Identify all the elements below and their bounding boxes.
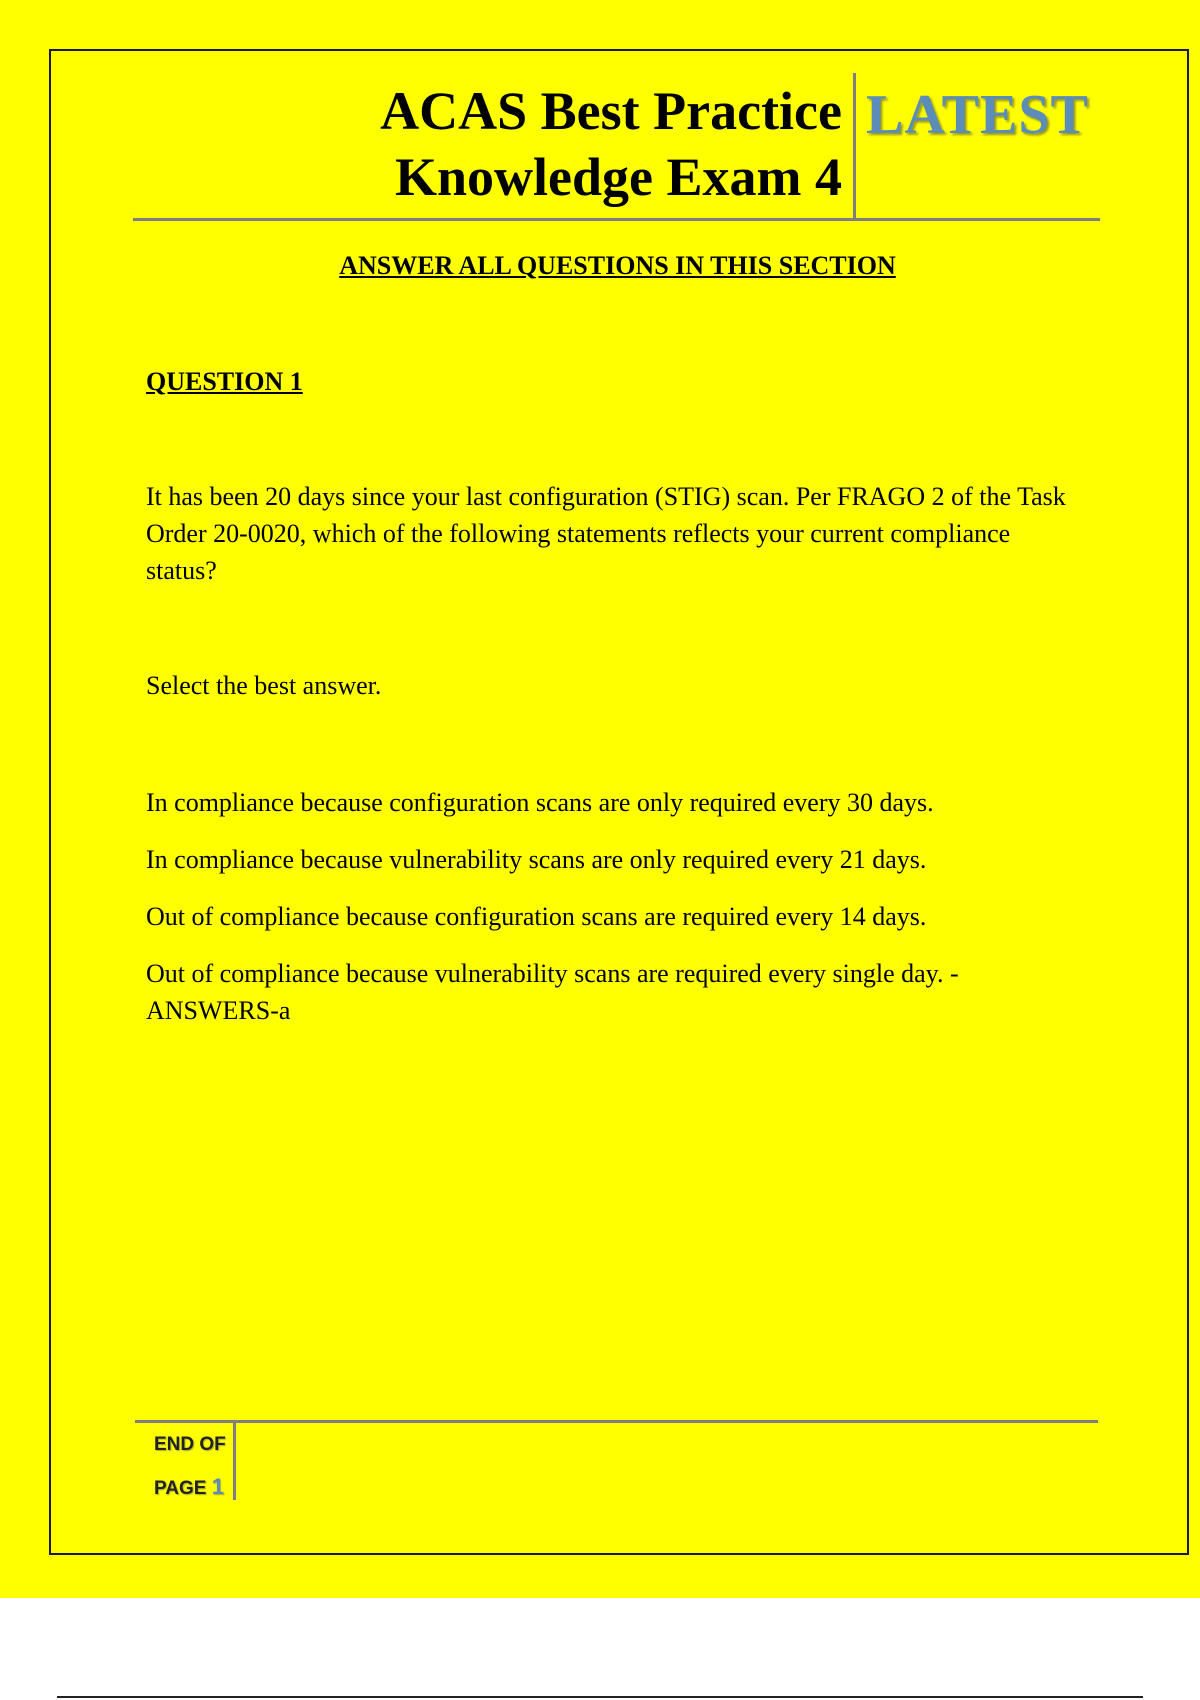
page-number: 1 (211, 1474, 224, 1499)
page-footer (154, 1424, 226, 1510)
answer-option[interactable]: In compliance because vulnerability scans are only required every 21 days. (146, 845, 927, 874)
footer-page-word: PAGE (154, 1478, 207, 1499)
latest-badge: LATEST (866, 84, 1089, 146)
header-divider (853, 73, 856, 218)
document-title (282, 78, 842, 210)
header-rule (133, 218, 1100, 221)
answer-instruction: Select the best answer. (146, 671, 382, 700)
footer-line-1: END OF (154, 1434, 226, 1455)
answer-options (146, 784, 1076, 1049)
footer-rule (135, 1420, 1098, 1423)
answer-option[interactable]: Out of compliance because configuration scans are required every 14 days. (146, 902, 927, 931)
footer-line-2 (154, 1466, 226, 1510)
section-heading: ANSWER ALL QUESTIONS IN THIS SECTION (339, 251, 896, 280)
title-line-1: ACAS Best Practice (380, 81, 842, 141)
question-text: It has been 20 days since your last configuration (STIG) scan. Per FRAGO 2 of the Task Order 20-0020, which of the following statements reflects your current compliance status? (146, 482, 1066, 585)
answer-option[interactable]: Out of compliance because vulnerability scans are required every single day. - ANSWERS-a (146, 959, 959, 1025)
bottom-rule (57, 1696, 1143, 1698)
title-line-2: Knowledge Exam 4 (394, 147, 842, 207)
footer-divider (233, 1420, 236, 1500)
question-heading: QUESTION 1 (146, 367, 303, 396)
answer-option[interactable]: In compliance because configuration scans are only required every 30 days. (146, 788, 934, 817)
